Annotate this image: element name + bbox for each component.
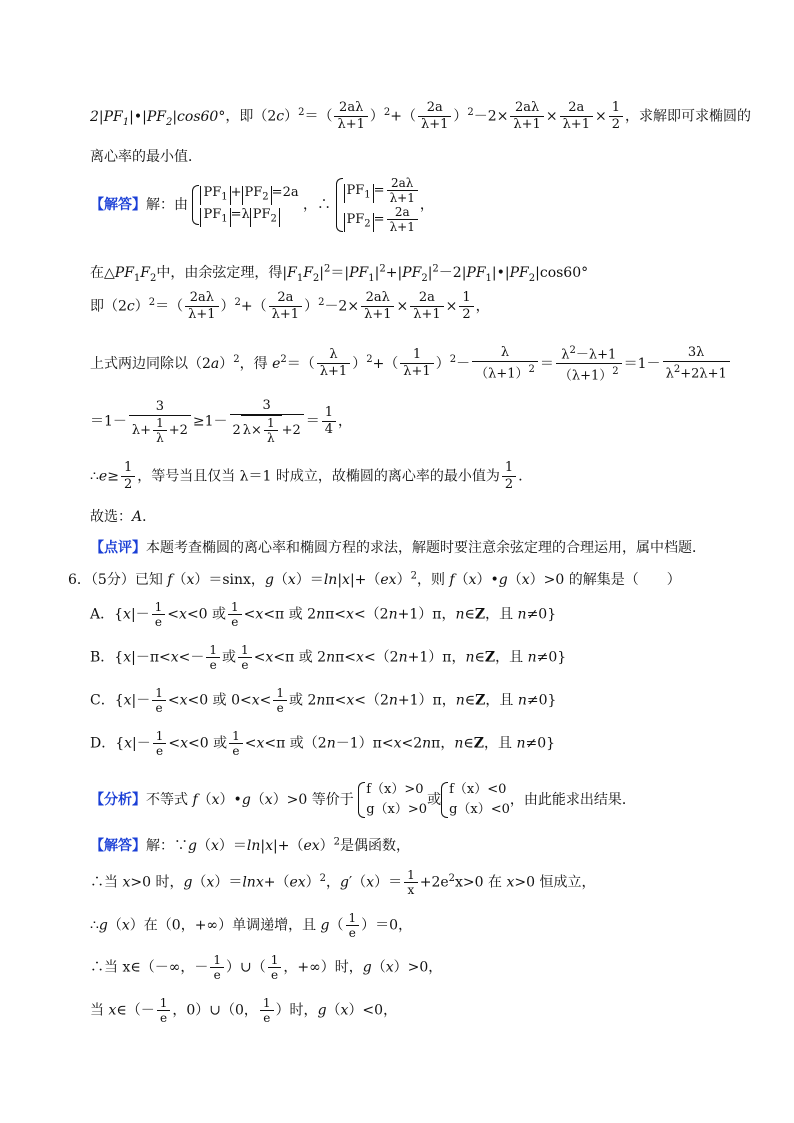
conclusion-line: ∴e≥ $\frac{1}{2}$ ，等号当且仅当 λ＝1 时成立，故椭圆的离心率的最小值为 $\frac{1}{2}$ ． — [90, 460, 533, 492]
comment-line: 【点评】本题考查椭圆的离心率和椭圆方程的求法，解题时要注意余弦定理的合理运用，属中档题． — [90, 540, 706, 556]
q6-solution-line4: ∴当 x∈（－∞，－ $\frac{1}{e}$ ）∪（ $\frac{1}{e}$ ，+∞）时，g（x）>0， — [90, 953, 443, 982]
equation-2c-line: 即$(2c)^2=$（ $\frac{2a\lambda}{\lambda+1}$ ）$^2$+（ $\frac{2a}{\lambda+1}$ ）$^2$－2× $\frac{2a\lambda}{\lambda+1}$ × $\frac{2a}{\lambda+1}$ × $\frac{1}{2}$ ， — [90, 290, 490, 322]
q5-solution-header: 【解答】解：由 $PF_1 + PF_2 =2a$ $PF_1 =\lambda$ $PF_2$ ，∴ $PF_1$ = $\frac{2a\lambda}{\lambda+1}$ $PF_2$ = $\frac{2a}{\lambda+1}$ ， — [90, 176, 434, 234]
q6-solution-line1: 【解答】解：∵g（x）＝ln|x|+（ex）$^2$是偶函数， — [90, 836, 411, 854]
cosine-law-line: 在$\triangle PF_1F_2$中，由余弦定理，得$|F_1F_2|^2=|PF_1|^2+|PF_2|^2-2|PF_1|•|PF_2|\cos 60^\circ$ — [90, 263, 589, 284]
analysis-system-2: f（x）<0 g（x）<0 — [441, 780, 510, 820]
equation-system-1: $PF_1 + PF_2 =2a$ $PF_1 =\lambda$ $PF_2$ — [192, 183, 298, 226]
q6-solution-line3: ∴g（x）在（0，+∞）单调递增，且 g（ $\frac{1}{e}$ ）＝0， — [90, 911, 413, 940]
q6-option-a[interactable]: A．{x|－ $\frac{1}{e}$ <x<0 或 $\frac{1}{e}$ <x<π 或 2nπ<x<（2n+1）π，n∈Z，且 n≠0} — [90, 600, 557, 629]
q6-option-b[interactable]: B．{x|－π<x<－ $\frac{1}{e}$ 或 $\frac{1}{e}$ <x<π 或 2nπ<x<（2n+1）π，n∈Z，且 n≠0} — [90, 643, 567, 672]
q6-solution-line2: ∴当 x>0 时，g（x）＝lnx+（ex）$^2$，g′（x）＝ $\frac{1}{x}$ $+2e^2x>0$ 在 x>0 恒成立， — [90, 868, 596, 897]
equation-system-2: $PF_1$ = $\frac{2a\lambda}{\lambda+1}$ $PF_2$ = $\frac{2a}{\lambda+1}$ — [336, 176, 420, 234]
q6-option-d[interactable]: D．{x|－ $\frac{1}{e}$ <x<0 或 $\frac{1}{e}$ <x<π 或（2n－1）π<x<2nπ，n∈Z，且 n≠0} — [90, 729, 556, 758]
analysis-tail-line2: 离心率的最小值． — [90, 149, 202, 165]
choice-line: 故选：A． — [90, 509, 157, 525]
analysis-system-1: f（x）>0 g（x）>0 — [358, 780, 427, 820]
q6-stem: 6．（5分）已知 f（x）＝sinx，g（x）＝ln|x|+（ex）$^2$，则 f（x）•g（x）>0 的解集是（ ） — [68, 570, 681, 588]
inequality-line: ＝1－ 3 λ+ $\frac{1}{\lambda}$ +2 ≥1－ 3 2 λ× $\frac{1}{\lambda}$ +2 ＝ $\frac{1}{4}$ ， — [90, 398, 353, 445]
analysis-tail-line1: $2|PF_1|•|PF_2|\cos 60^\circ$，即$(2c)^2=$（ $\frac{2a\lambda}{\lambda+1}$ ）$^2$+（ $\frac{2a}{\lambda+1}$ ）$^2$－2× $\frac{2a\lambda}{\lambda+1}$ × $\frac{2a}{\lambda+1}$ × $\frac{1}{2}$ ，求解即可求椭圆的 — [90, 100, 751, 132]
divide-line: 上式两边同除以$(2a)^2$，得 $e^2=$（ $\frac{\lambda}{\lambda+1}$ ）$^2$+（ $\frac{1}{\lambda+1}$ ）$^2$－ $\frac{\lambda}{(\lambda+1)^2}$ ＝ $\frac{\lambda^2-\lambda+1}{(\lambda+1)^2}$ ＝1－ $\frac{3\lambda}{\lambda^2+2\lambda+1}$ — [90, 343, 732, 385]
q6-option-c[interactable]: C．{x|－ $\frac{1}{e}$ <x<0 或 0<x< $\frac{1}{e}$ 或 2nπ<x<（2n+1）π，n∈Z，且 n≠0} — [90, 686, 557, 715]
q6-solution-line5: 当 x∈（－ $\frac{1}{e}$ ，0）∪（0， $\frac{1}{e}$ ）时，g（x）<0， — [90, 996, 398, 1025]
q6-analysis: 【分析】不等式 f（x）•g（x）>0 等价于 f（x）>0 g（x）>0 或 f（x）<0 g（x）<0 ，由此能求出结果． — [90, 780, 636, 820]
solution-tag: 【解答】 — [90, 197, 146, 213]
